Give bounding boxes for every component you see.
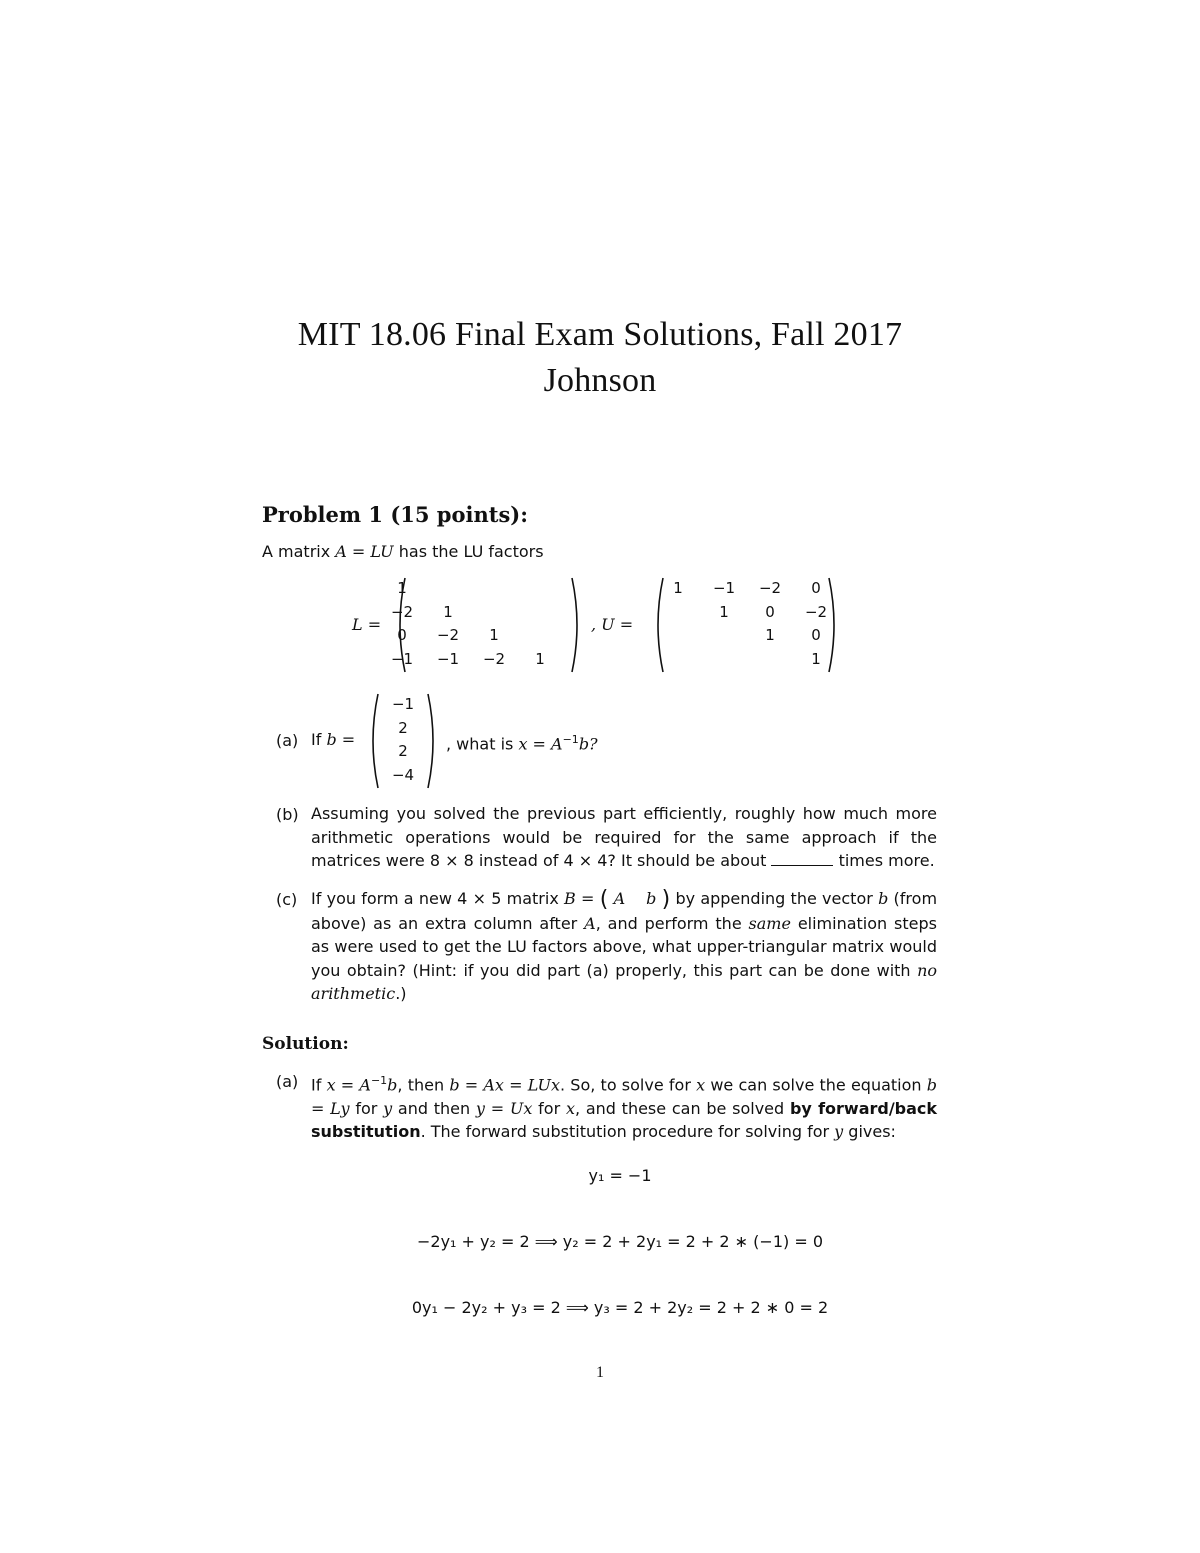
U-cell-0-0: 1 bbox=[673, 579, 683, 597]
b-cell-3-0: −4 bbox=[391, 765, 415, 784]
part-b-label: (b) bbox=[276, 805, 299, 824]
page-number: 1 bbox=[596, 1364, 604, 1381]
part-c-t7: same bbox=[748, 913, 791, 933]
part-c-B-eq: B = bbox=[564, 889, 595, 908]
sol-t3: −1 bbox=[370, 1074, 388, 1087]
b-cell-2-0: 2 bbox=[398, 742, 408, 760]
b-cell-1-0: 2 bbox=[398, 718, 408, 737]
part-a-question bbox=[446, 728, 598, 756]
part-a-q-sup: −1 bbox=[562, 733, 579, 746]
part-c-t1: If you form a new 4 × 5 matrix bbox=[311, 889, 565, 908]
author: Johnson bbox=[543, 362, 657, 399]
sol-t6: b = Ax = LUx bbox=[449, 1075, 561, 1095]
b-cell-0-0: −1 bbox=[391, 695, 415, 713]
equation-y2: −2y₁ + y₂ = 2 ⟹ y₂ = 2 + 2y₁ = 2 + 2 ∗ (−1) = 0 bbox=[417, 1232, 823, 1251]
L-cell-1-1: 1 bbox=[443, 602, 453, 621]
B-entry-A: A bbox=[613, 889, 626, 908]
L-cell-0-0: 1 bbox=[397, 579, 407, 597]
U-cell-0-2: −2 bbox=[758, 579, 782, 597]
L-cell-3-2: −2 bbox=[482, 649, 506, 668]
part-c-t2: by appending the vector bbox=[670, 889, 879, 908]
sol-t20: y bbox=[834, 1122, 844, 1142]
part-c-t6: , and perform the bbox=[595, 913, 749, 933]
sol-t11: for bbox=[349, 1098, 384, 1118]
sol-t2: x = A bbox=[326, 1075, 371, 1095]
part-b-text-2: times more. bbox=[838, 851, 935, 870]
U-cell-1-3: −2 bbox=[804, 602, 828, 621]
U-right-paren bbox=[826, 576, 842, 674]
equation-y1: y₁ = −1 bbox=[588, 1166, 652, 1185]
sol-t8: x bbox=[696, 1075, 706, 1095]
L-cell-2-1: −2 bbox=[436, 626, 460, 644]
sol-t16: x bbox=[565, 1098, 575, 1118]
B-left-paren: ( bbox=[599, 887, 609, 912]
sol-t17: , and these can be solved bbox=[574, 1098, 790, 1118]
U-cell-1-2: 0 bbox=[765, 602, 775, 621]
intro-text-end: has the LU factors bbox=[393, 542, 544, 561]
U-cell-0-3: 0 bbox=[811, 579, 821, 597]
part-a-b-eq: b = bbox=[326, 730, 356, 749]
sol-t10: b = Ly bbox=[311, 1075, 937, 1118]
sol-t9: we can solve the equation bbox=[705, 1075, 927, 1095]
part-a-label: (a) bbox=[276, 731, 299, 750]
b-left-paren bbox=[365, 692, 381, 790]
part-a-q-text: , what is bbox=[446, 734, 519, 754]
solution-heading: Solution: bbox=[262, 1034, 349, 1054]
B-entry-b: b bbox=[646, 889, 657, 908]
sol-t19: . The forward substitution procedure for solving for bbox=[420, 1122, 835, 1142]
sol-t21: gives: bbox=[843, 1122, 896, 1142]
problem-heading: Problem 1 (15 points): bbox=[262, 502, 528, 527]
U-cell-3-3: 1 bbox=[811, 649, 821, 668]
part-c-t3: b bbox=[878, 889, 889, 908]
part-c-t10: .) bbox=[395, 984, 407, 1003]
part-c-text bbox=[311, 887, 937, 1006]
part-c-t9: no arithmetic bbox=[311, 960, 937, 1003]
answer-blank bbox=[771, 851, 833, 866]
part-a-q-math: x = A bbox=[518, 734, 563, 754]
L-label: L = bbox=[352, 615, 382, 634]
L-cell-3-3: 1 bbox=[535, 649, 545, 668]
L-cell-2-2: 1 bbox=[489, 626, 499, 644]
sol-t12: y bbox=[383, 1098, 393, 1118]
B-right-paren: ) bbox=[661, 887, 671, 912]
equation-y3: 0y₁ − 2y₂ + y₃ = 2 ⟹ y₃ = 2 + 2y₂ = 2 + 2 ∗ 0 = 2 bbox=[411, 1298, 829, 1317]
part-a-q-end: b? bbox=[578, 734, 598, 754]
sol-t18: by forward/back substitution bbox=[311, 1098, 938, 1142]
part-b-text bbox=[311, 802, 937, 873]
sol-t1: If bbox=[311, 1075, 327, 1095]
b-right-paren bbox=[425, 692, 441, 790]
intro-text: A matrix bbox=[262, 542, 336, 561]
L-cell-1-0: −2 bbox=[390, 602, 414, 621]
sol-t7: . So, to solve for bbox=[560, 1075, 697, 1095]
part-c-label: (c) bbox=[276, 890, 298, 909]
U-cell-0-1: −1 bbox=[712, 579, 736, 597]
L-right-paren bbox=[569, 576, 585, 674]
sol-t15: for bbox=[532, 1098, 566, 1118]
intro-math: A = LU bbox=[335, 542, 394, 561]
problem-intro bbox=[262, 540, 544, 564]
sol-t14: y = Ux bbox=[475, 1098, 533, 1118]
page-title: MIT 18.06 Final Exam Solutions, Fall 2017 bbox=[297, 316, 903, 353]
solution-a-text bbox=[311, 1069, 937, 1144]
part-a-pre: If bbox=[311, 730, 327, 749]
L-cell-3-0: −1 bbox=[390, 649, 414, 668]
part-c-t4: (from above) as an extra column after bbox=[311, 889, 938, 933]
part-a-prefix bbox=[311, 728, 355, 752]
U-cell-2-2: 1 bbox=[765, 626, 775, 644]
U-cell-1-1: 1 bbox=[719, 602, 729, 621]
L-cell-2-0: 0 bbox=[397, 626, 407, 644]
part-c-t5: A bbox=[584, 913, 596, 933]
sol-t13: and then bbox=[392, 1098, 476, 1118]
sol-t5: , then bbox=[397, 1075, 450, 1095]
solution-a-label: (a) bbox=[276, 1072, 299, 1091]
sol-t4: b bbox=[387, 1075, 398, 1095]
part-b-text-1: Assuming you solved the previous part efficiently, roughly how much more arithmetic operations would be required for the same approach if the matrices were 8 × 8 instead of 4 × 4? It should be about bbox=[311, 804, 937, 870]
part-c-t8: elimination steps as were used to get the LU factors above, what upper-triangular matrix would you obtain? (Hint: if you did part (a) properly, this part can be done with bbox=[311, 913, 938, 980]
L-cell-3-1: −1 bbox=[436, 649, 460, 668]
U-label: , U = bbox=[591, 615, 634, 634]
U-cell-2-3: 0 bbox=[811, 626, 821, 644]
